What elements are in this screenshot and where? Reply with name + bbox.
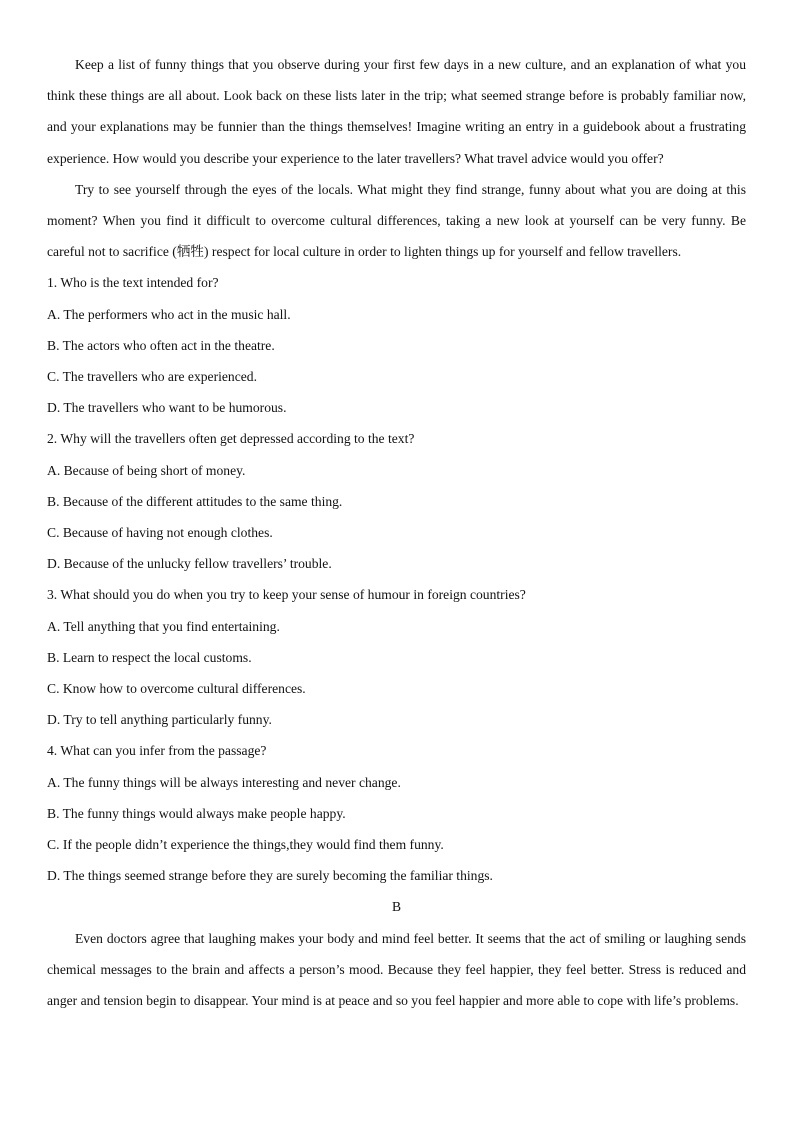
question-2-stem: 2. Why will the travellers often get depressed according to the text? — [47, 431, 415, 447]
question-3 — [47, 579, 746, 735]
passage-a-paragraph-2: Try to see yourself through the eyes of the locals. What might they find strange, funny about what you are doing at this moment? When you find it difficult to overcome cultural differences, taking a new look at yourself can be very funny. Be careful not to sacrifice (牺牲) respect for local culture in order to lighten things up for yourself and fellow travellers. — [47, 181, 746, 260]
passage-a-paragraph-1: Keep a list of funny things that you observe during your first few days in a new culture, and an explanation of what you think these things are all about. Look back on these lists later in the trip; what seemed strange before is probably familiar now, and your explanations may be funnier than the things themselves! Imagine writing an entry in a guidebook about a frustrating experience. How would you describe your experience to the later travellers? What travel advice would you offer? — [47, 57, 746, 166]
question-3-stem: 3. What should you do when you try to keep your sense of humour in foreign countries? — [47, 587, 526, 603]
question-1-stem: 1. Who is the text intended for? — [47, 275, 219, 291]
question-2-option-a: A. Because of being short of money. — [47, 462, 246, 478]
question-1-option-a: A. The performers who act in the music hall. — [47, 306, 291, 322]
question-4-stem: 4. What can you infer from the passage? — [47, 743, 267, 759]
passage-b-paragraph-1: Even doctors agree that laughing makes your body and mind feel better. It seems that the act of smiling or laughing sends chemical messages to the brain and affects a person’s mood. Because they feel happier, they feel better. Stress is reduced and anger and tension begin to disappear. Your mind is at peace and so you feel happier and more able to cope with life’s problems. — [47, 930, 746, 1009]
question-1-option-c: C. The travellers who are experienced. — [47, 369, 257, 385]
section-b-heading: B — [391, 899, 402, 915]
question-2 — [47, 423, 746, 579]
question-2-option-d: D. Because of the unlucky fellow travellers’ trouble. — [47, 556, 332, 572]
question-2-option-b: B. Because of the different attitudes to the same thing. — [47, 493, 343, 509]
question-1 — [47, 267, 746, 423]
question-2-option-c: C. Because of having not enough clothes. — [47, 525, 273, 541]
document-page — [47, 49, 746, 1016]
question-4-option-a: A. The funny things will be always interesting and never change. — [47, 774, 401, 790]
question-4-option-b: B. The funny things would always make people happy. — [47, 805, 346, 821]
question-4-option-c: C. If the people didn’t experience the things,they would find them funny. — [47, 837, 444, 853]
question-1-option-d: D. The travellers who want to be humorous. — [47, 400, 287, 416]
question-3-option-a: A. Tell anything that you find entertaining. — [47, 618, 280, 634]
question-4 — [47, 735, 746, 891]
question-4-option-d: D. The things seemed strange before they are surely becoming the familiar things. — [47, 868, 493, 884]
question-3-option-c: C. Know how to overcome cultural differences. — [47, 681, 306, 697]
question-3-option-d: D. Try to tell anything particularly funny. — [47, 712, 272, 728]
question-3-option-b: B. Learn to respect the local customs. — [47, 649, 252, 665]
question-1-option-b: B. The actors who often act in the theatre. — [47, 337, 275, 353]
